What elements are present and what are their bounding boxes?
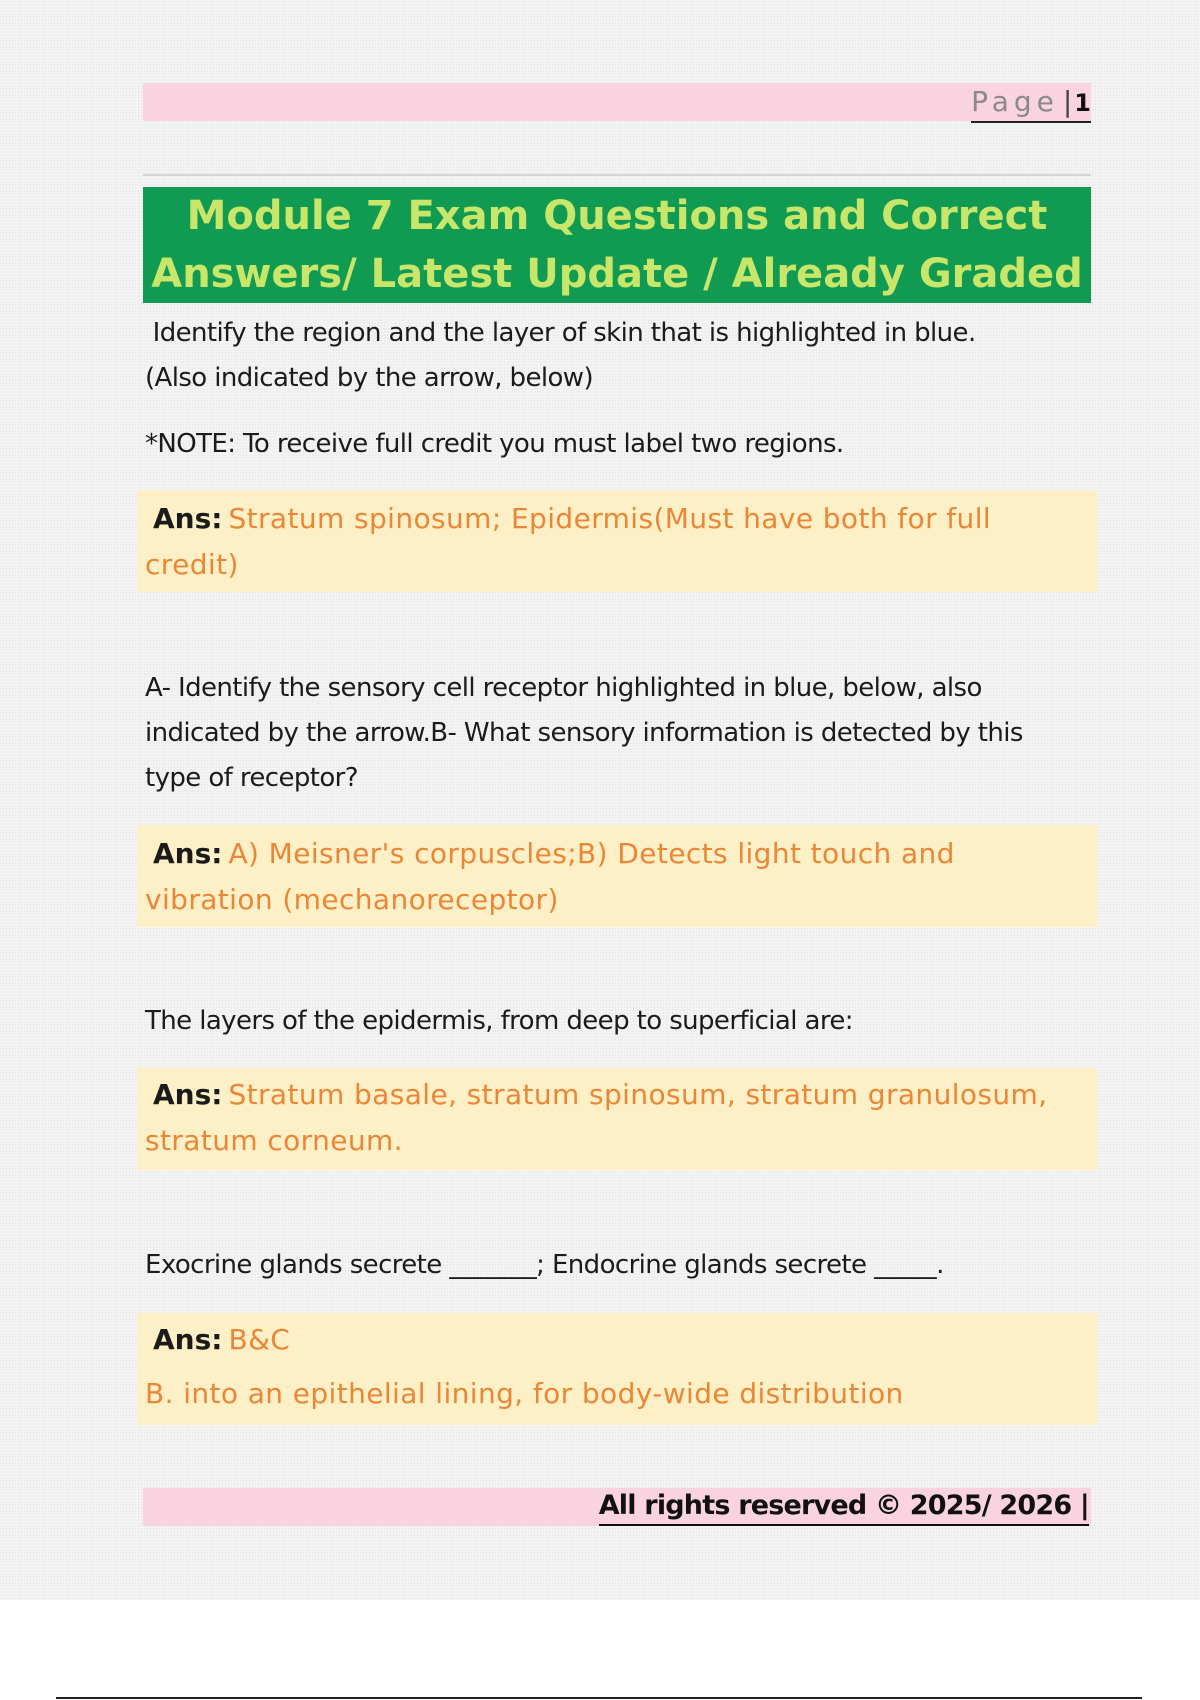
page-footer	[143, 1488, 1091, 1526]
page-number-label	[971, 85, 1091, 123]
question-1	[145, 311, 1095, 467]
answer-text: Stratum basale, stratum spinosum, stratum granulosum,	[228, 1078, 1048, 1111]
question-line: Exocrine glands secrete _______; Endocrine glands secrete _____.	[145, 1250, 944, 1280]
answer-label: Ans:	[153, 837, 223, 870]
answer-text: Stratum spinosum; Epidermis(Must have both for full	[228, 502, 992, 535]
answer-line	[145, 496, 1097, 542]
answer-label: Ans:	[153, 1078, 223, 1111]
question-line: (Also indicated by the arrow, below)	[145, 363, 593, 393]
answer-line	[145, 1072, 1097, 1118]
title-line-2: Answers/ Latest Update / Already Graded	[151, 251, 1083, 297]
question-3	[145, 999, 1095, 1044]
question-line: type of receptor?	[145, 763, 358, 793]
page-separator: |	[1062, 85, 1073, 118]
answer-line: credit)	[145, 548, 239, 581]
header-divider	[143, 174, 1091, 176]
answer-2	[137, 825, 1097, 927]
answer-3	[137, 1068, 1097, 1170]
question-note: *NOTE: To receive full credit you must label two regions.	[145, 429, 844, 459]
page-header	[143, 83, 1091, 121]
page-word: Page	[971, 85, 1059, 118]
answer-line	[145, 831, 1097, 877]
answer-1	[137, 490, 1097, 592]
answer-line: stratum corneum.	[145, 1124, 403, 1157]
title-line-1: Module 7 Exam Questions and Correct	[186, 193, 1048, 239]
answer-4	[137, 1313, 1097, 1425]
answer-line: vibration (mechanoreceptor)	[145, 883, 559, 916]
answer-line: B. into an epithelial lining, for body-wide distribution	[145, 1377, 904, 1410]
page-bottom-rule	[56, 1697, 1142, 1699]
question-2	[145, 666, 1095, 801]
question-line: A- Identify the sensory cell receptor highlighted in blue, below, also	[145, 673, 982, 703]
answer-label: Ans:	[153, 502, 223, 535]
question-line: Identify the region and the layer of skin that is highlighted in blue.	[145, 318, 976, 348]
page-number: 1	[1074, 89, 1091, 117]
answer-line	[145, 1317, 1097, 1363]
question-line: The layers of the epidermis, from deep to superficial are:	[145, 1006, 853, 1036]
answer-label: Ans:	[153, 1323, 223, 1356]
answer-text: A) Meisner's corpuscles;B) Detects light touch and	[228, 837, 955, 870]
document-title	[143, 187, 1091, 303]
copyright-notice: All rights reserved © 2025/ 2026 |	[599, 1488, 1089, 1526]
question-line: indicated by the arrow.B- What sensory information is detected by this	[145, 718, 1023, 748]
question-4	[145, 1243, 1095, 1288]
answer-text: B&C	[228, 1323, 291, 1356]
